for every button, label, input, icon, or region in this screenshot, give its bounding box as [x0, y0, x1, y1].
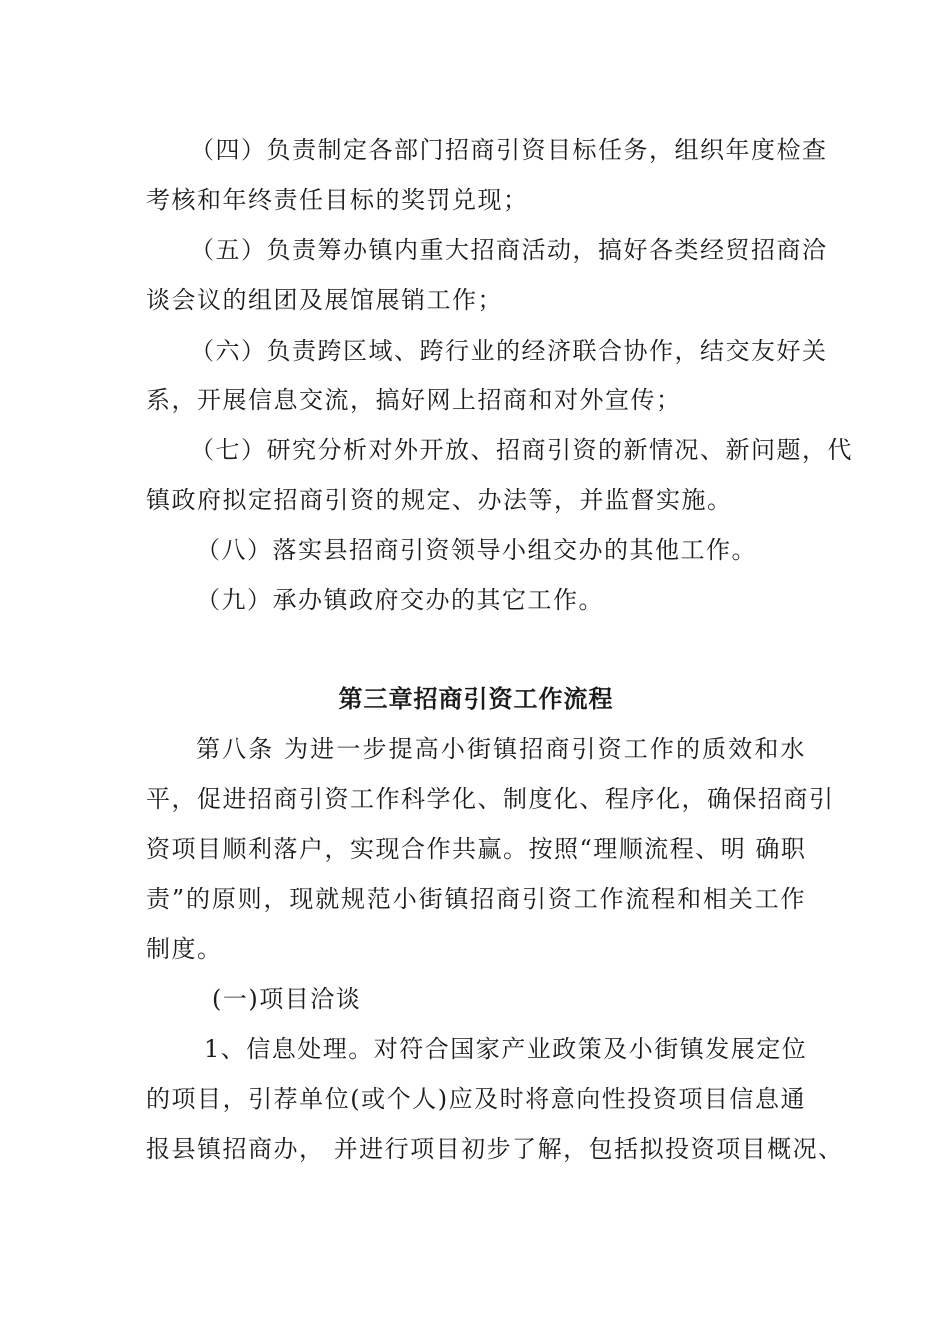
point-1-line-1: 1、信息处理。对符合国家产业政策及小街镇发展定位: [204, 1035, 808, 1063]
item-7-line-2: 镇政府拟定招商引资的规定、办法等，并监督实施。: [146, 486, 733, 514]
section-1-title: (一)项目洽谈: [212, 985, 362, 1013]
item-6-line-2: 系，开展信息交流，搞好网上招商和对外宣传；: [146, 386, 682, 414]
point-1-line-3: 报县镇招商办， 并进行项目初步了解，包括拟投资项目概况、: [146, 1135, 844, 1163]
item-6-line-1: （六）负责跨区域、跨行业的经济联合协作，结交友好关: [190, 337, 828, 365]
item-8-line: （八）落实县招商引资领导小组交办的其他工作。: [196, 536, 757, 564]
item-5-line-2: 谈会议的组团及展馆展销工作；: [146, 286, 503, 314]
item-5-line-1: （五）负责筹办镇内重大招商活动，搞好各类经贸招商洽: [190, 236, 828, 264]
article-8-line-5: 制度。: [146, 935, 223, 963]
article-8-line-4: 责”的原则，现就规范小街镇招商引资工作流程和相关工作: [146, 885, 806, 913]
article-8-line-1: 第八条 为进一步提高小街镇招商引资工作的质效和水: [196, 735, 806, 763]
item-4-line-1: （四）负责制定各部门招商引资目标任务，组织年度检查: [190, 136, 828, 164]
point-1-line-2: 的项目，引荐单位(或个人)应及时将意向性投资项目信息通: [146, 1085, 806, 1113]
article-8-line-2: 平，促进招商引资工作科学化、制度化、程序化，确保招商引: [146, 785, 835, 813]
item-7-line-1: （七）研究分析对外开放、招商引资的新情况、新问题，代: [190, 436, 853, 464]
item-9-line: （九）承办镇政府交办的其它工作。: [196, 586, 604, 614]
item-4-line-2: 考核和年终责任目标的奖罚兑现；: [146, 186, 529, 214]
chapter-title: 第三章招商引资工作流程: [338, 684, 614, 713]
article-8-line-3: 资项目顺利落户，实现合作共赢。按照“理顺流程、明 确职: [146, 835, 807, 863]
